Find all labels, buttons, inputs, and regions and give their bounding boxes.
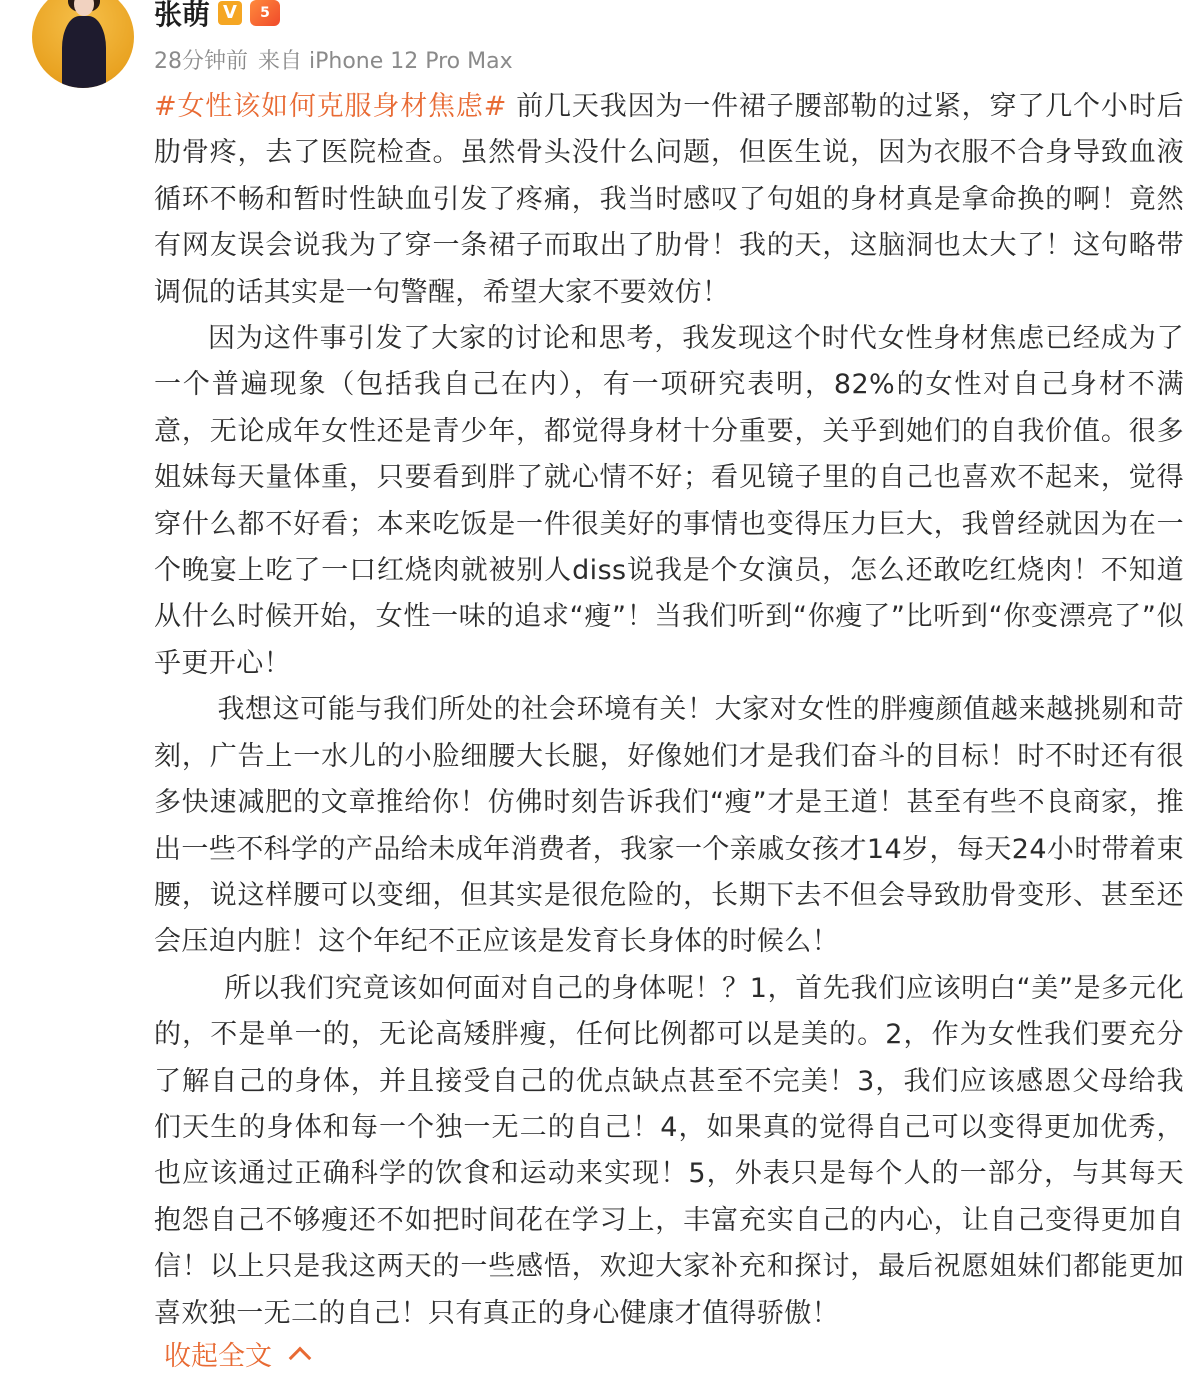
paragraph-2: 因为这件事引发了大家的讨论和思考，我发现这个时代女性身材焦虑已经成为了一个普遍现象（包括我自己在内），有一项研究表明，82%的女性对自己身材不满意，无论成年女性还是青少年，都觉得身材十分重要，关乎到她们的自我价值。很多姐妹每天量体重，只要看到胖了就心情不好；看见镜子里的自己也喜欢不起来，觉得穿什么都不好看；本来吃饭是一件很美好的事情也变得压力巨大，我曾经就因为在一个晚宴上吃了一口红烧肉就被别人diss说我是个女演员，怎么还敢吃红烧肉！不知道从什么时候开始，女性一味的追求“瘦”！当我们听到“你瘦了”比听到“你变漂亮了”似乎更开心！ [154, 323, 1184, 679]
paragraph-1-text: 前几天我因为一件裙子腰部勒的过紧，穿了几个小时后肋骨疼，去了医院检查。虽然骨头没什么问题，但医生说，因为衣服不合身导致血液循环不畅和暂时性缺血引发了疼痛，我当时感叹了句姐的身材真是拿命换的啊！竟然有网友误会说我为了穿一条裙子而取出了肋骨！我的天，这脑洞也太大了！这句略带调侃的话其实是一句警醒，希望大家不要效仿！ [154, 91, 1184, 308]
collapse-label: 收起全文 [164, 1341, 272, 1372]
avatar[interactable] [32, 0, 134, 88]
avatar-body-shape [62, 16, 106, 88]
post-source: 来自 iPhone 12 Pro Max [258, 49, 513, 74]
paragraph-1 [154, 84, 1184, 316]
vip-badge-icon: V [218, 1, 242, 25]
username[interactable]: 张萌 [154, 0, 211, 31]
post-meta [154, 44, 513, 75]
collapse-button[interactable] [164, 1334, 308, 1373]
post-content [154, 84, 1184, 1337]
paragraph-4: 所以我们究竟该如何面对自己的身体呢！？1，首先我们应该明白“美”是多元化的，不是单一的，无论高矮胖瘦，任何比例都可以是美的。2，作为女性我们要充分了解自己的身体，并且接受自己的优点缺点甚至不完美！3，我们应该感恩父母给我们天生的身体和每一个独一无二的自己！4，如果真的觉得自己可以变得更加优秀，也应该通过正确科学的饮食和运动来实现！5，外表只是每个人的一部分，与其每天抱怨自己不够瘦还不如把时间花在学习上，丰富充实自己的内心，让自己变得更加自信！以上只是我这两天的一些感悟，欢迎大家补充和探讨，最后祝愿姐妹们都能更加喜欢独一无二的自己！只有真正的身心健康才值得骄傲！ [154, 972, 1184, 1329]
chevron-up-icon [289, 1346, 312, 1369]
topic-link[interactable]: #女性该如何克服身材焦虑# [154, 91, 507, 122]
paragraph-3: 我想这可能与我们所处的社会环境有关！大家对女性的胖瘦颜值越来越挑剔和苛刻，广告上一水儿的小脸细腰大长腿，好像她们才是我们奋斗的目标！时不时还有很多快速减肥的文章推给你！仿佛时刻告诉我们“瘦”才是王道！甚至有些不良商家，推出一些不科学的产品给未成年消费者，我家一个亲戚女孩才14岁，每天24小时带着束腰，说这样腰可以变细，但其实是很危险的，长期下去不但会导致肋骨变形、甚至还会压迫内脏！这个年纪不正应该是发育长身体的时候么！ [154, 694, 1184, 958]
author-header [154, 0, 280, 32]
post-time[interactable]: 28分钟前 [154, 49, 248, 74]
avatar-head-shape [74, 0, 94, 16]
fan-badge-icon: 5 [250, 0, 280, 26]
